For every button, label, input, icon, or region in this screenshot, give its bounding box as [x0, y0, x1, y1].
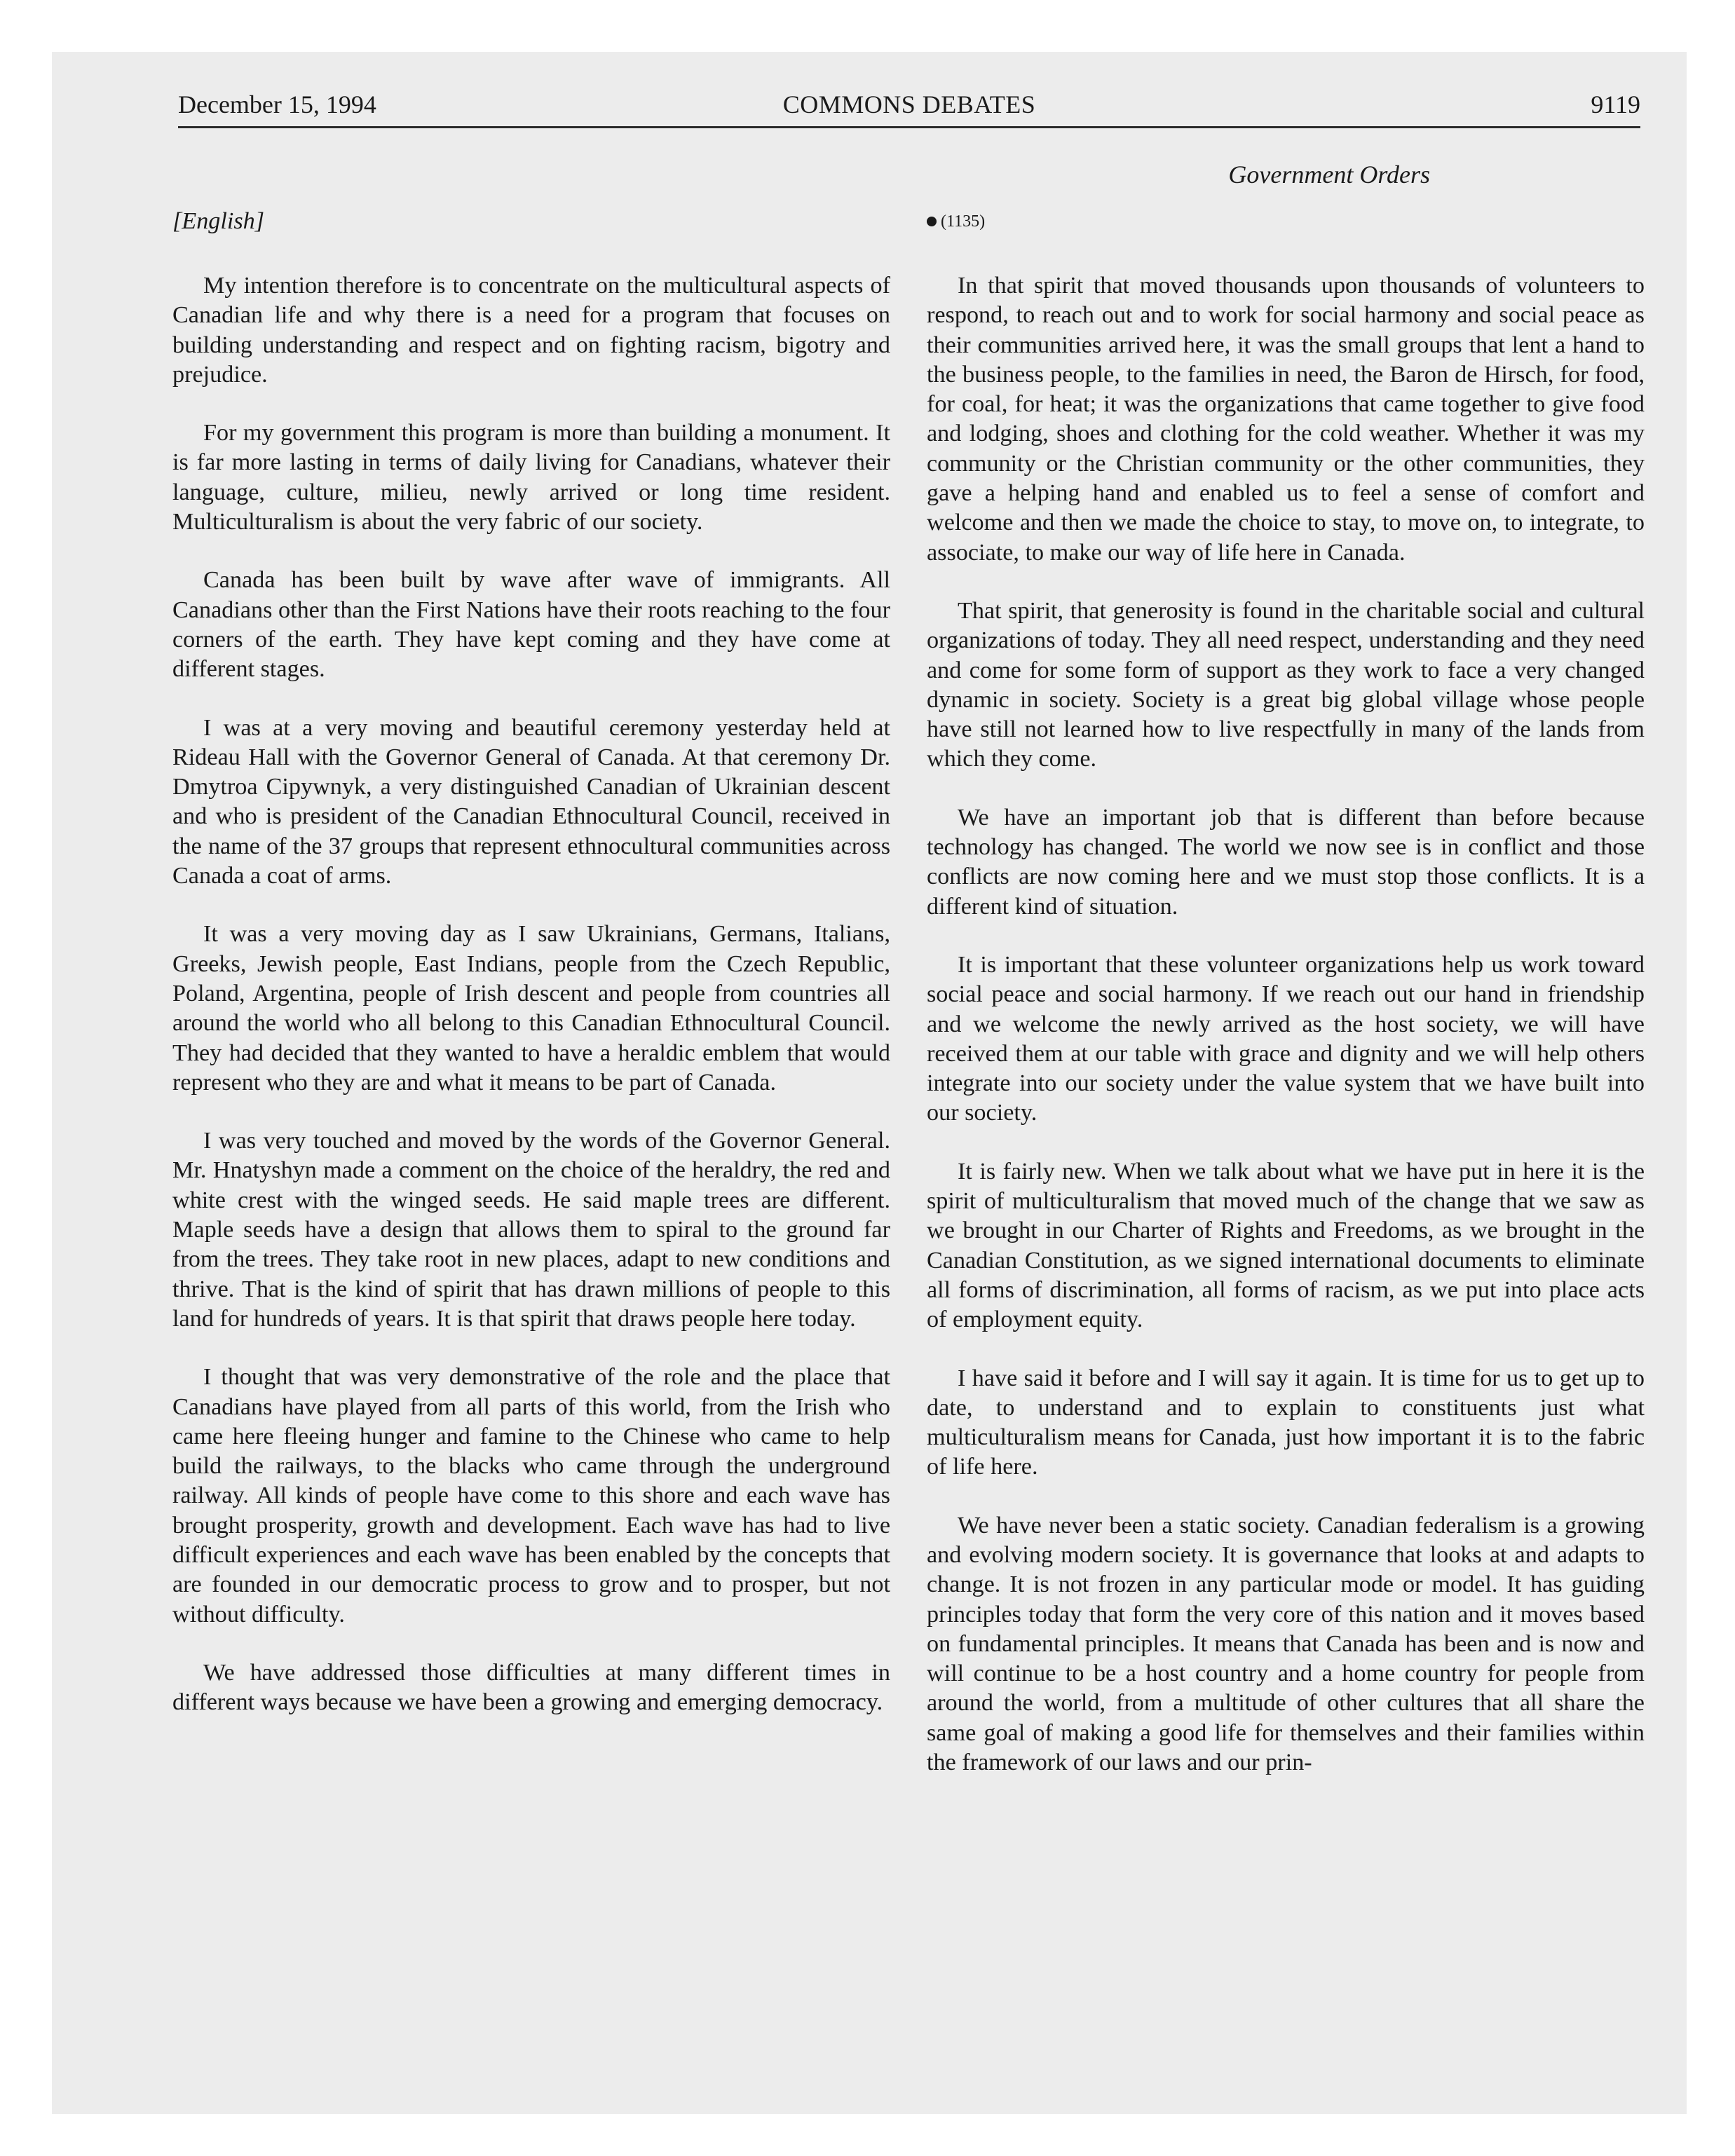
paragraph: For my government this program is more than building a monument. It is far more lasting in terms of daily living for Canadians, whatever their language, culture, milieu, newly arrived or long time resident. Multiculturalism is about the very fabric of our society.	[172, 420, 890, 535]
paragraph: That spirit, that generosity is found in the charitable social and cultural organizations of today. They all need respect, understanding and they need and come for some form of support as they work to face a very changed dynamic in society. Society is a great big global village whose people have still not learned how to live respectfully in many of the lands from which they come.	[927, 597, 1645, 772]
running-header	[178, 86, 1640, 128]
paragraph: I thought that was very demonstrative of the role and the place that Canadians have played from all parts of this world, from the Irish who came here fleeing hunger and famine to the Chinese who came to help build the railways, to the blacks who came through the underground railway. All kinds of people have come to this shore and each wave has brought prosperity, growth and development. Each wave has had to live difficult experiences and each wave has been enabled by the concepts that are founded in our democratic process to grow and to prosper, but not without difficulty.	[172, 1364, 890, 1628]
paragraph: It was a very moving day as I saw Ukrainians, Germans, Italians, Greeks, Jewish people, East Indians, people from the Czech Republic, Poland, Argentina, people of Irish descent and people from countries all around the world who all belong to this Canadian Ethnocultural Council. They had decided that they wanted to have a heraldic emblem that would represent who they are and what it means to be part of Canada.	[172, 921, 890, 1096]
paragraph: I was at a very moving and beautiful ceremony yesterday held at Rideau Hall with the Governor General of Canada. At that ceremony Dr. Dmytroa Cipywnyk, a very distinguished Canadian of Ukrainian descent and who is president of the Canadian Ethnocultural Council, received in the name of the 37 groups that represent ethnocultural communities across Canada a coat of arms.	[172, 714, 890, 889]
paragraph: In that spirit that moved thousands upon thousands of volunteers to respond, to reach out and to work for social harmony and social peace as their communities arrived here, it was the small groups that lent a hand to the business people, to the families in need, the Baron de Hirsch, for food, for coal, for heat; it was the organizations that came together to give food and lodging, shoes and clothing for the cold weather. Whether it was my community or the Christian community or the other communities, they gave a helping hand and enabled us to feel a sense of comfort and welcome and then we made the choice to stay, to move on, to integrate, to associate, to make our way of life here in Canada.	[927, 273, 1645, 566]
paragraph: We have an important job that is different than before because technology has changed. The world we now see is in conflict and those conflicts are now coming here and we must stop those conflicts. It is a different kind of situation.	[927, 804, 1645, 920]
paragraph: I have said it before and I will say it again. It is time for us to get up to date, to understand and to explain to constituents just what multiculturalism means for Canada, just how important it is to the fabric of life here.	[927, 1365, 1645, 1480]
paragraph: It is fairly new. When we talk about what we have put in here it is the spirit of multiculturalism that moved much of the change that we saw as we brought in our Charter of Rights and Freedoms, as we brought in the Canadian Constitution, as we signed international documents to eliminate all forms of discrimination, all forms of racism, as we put into place acts of employment equity.	[927, 1158, 1645, 1333]
header-page-number: 9119	[1591, 90, 1640, 118]
bullet-icon	[927, 217, 937, 226]
header-title: COMMONS DEBATES	[782, 90, 1036, 118]
time-stamp	[927, 207, 1645, 236]
paragraph: We have never been a static society. Canadian federalism is a growing and evolving modern society. It is governance that looks at and adapts to change. It is not frozen in any particular mode or model. It has guiding principles today that form the very core of this nation and it moves based on fundamental principles. It means that Canada has been and is now and will continue to be a host country and a home country for people from around the world, from a multitude of other cultures that all share the same goal of making a good life for themselves and their families within the framework of our laws and our prin-	[927, 1512, 1645, 1776]
paragraph: We have addressed those difficulties at many different times in different ways because we have been a growing and emerging democracy.	[172, 1659, 890, 1716]
paragraph: I was very touched and moved by the words of the Governor General. Mr. Hnatyshyn made a comment on the choice of the heraldry, the red and white crest with the winged seeds. He said maple trees are different. Maple seeds have a design that allows them to spiral to the ground far from the trees. They take root in new places, adapt to new conditions and thrive. That is the kind of spirit that has drawn millions of people to this land for hundreds of years. It is that spirit that draws people here today.	[172, 1128, 890, 1332]
paragraph: My intention therefore is to concentrate on the multicultural aspects of Canadian life and why there is a need for a program that focuses on building understanding and respect and on fighting racism, bigotry and prejudice.	[172, 273, 890, 388]
paragraph: It is important that these volunteer organizations help us work toward social peace and social harmony. If we reach out our hand in friendship and we welcome the newly arrived as the host society, we will have received them at our table with grace and dignity and we will help others integrate into our society under the value system that we have built into our society.	[927, 951, 1645, 1126]
header-date: December 15, 1994	[178, 90, 376, 118]
right-column	[927, 207, 1645, 1806]
language-tag: [English]	[172, 208, 265, 234]
paragraph: Canada has been built by wave after wave of immigrants. All Canadians other than the First Nations have their roots reaching to the four corners of the earth. They have kept coming and they have come at different stages.	[172, 567, 890, 683]
section-label: Government Orders	[1228, 161, 1430, 189]
left-column	[172, 207, 890, 1746]
time-stamp-text: (1135)	[941, 212, 986, 231]
